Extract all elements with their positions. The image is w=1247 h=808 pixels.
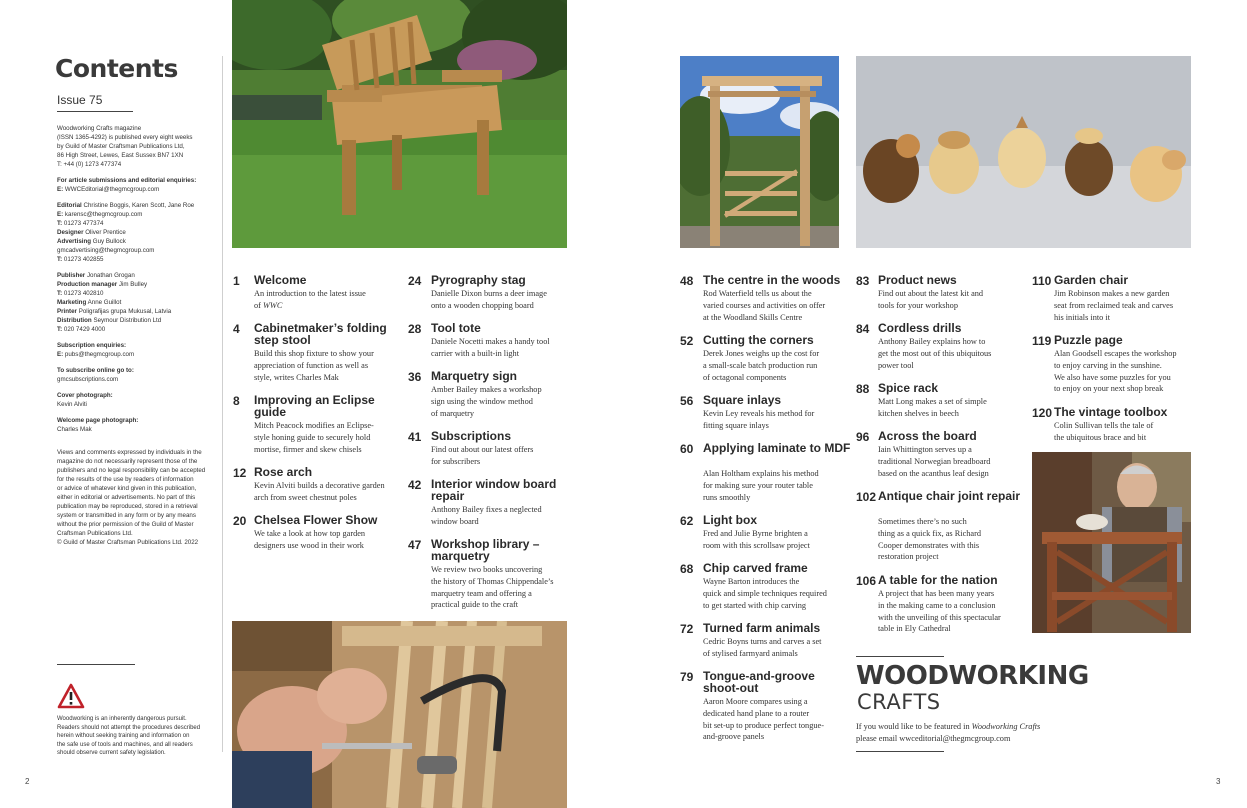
toc-description bbox=[703, 696, 824, 743]
feature-invite bbox=[856, 721, 1040, 744]
toc-description-line: We also have some puzzles for you bbox=[1054, 372, 1171, 382]
toc-description-line: fitting square inlays bbox=[703, 420, 769, 430]
masthead-line: Woodworking Crafts magazine bbox=[57, 125, 142, 132]
toc-description bbox=[703, 288, 825, 323]
toc-description-line: Daniele Nocetti makes a handy tool bbox=[431, 337, 550, 346]
toc-title: Product news bbox=[878, 273, 957, 287]
toc-description-line: to enjoy carving in the sunshine. bbox=[1054, 360, 1162, 370]
toc-description-line: in the making came to a conclusion bbox=[878, 600, 996, 610]
toc-description-line: the ubiquitous brace and bit bbox=[1054, 432, 1147, 442]
editorial-label: Editorial bbox=[57, 202, 82, 209]
subscribe-url: gmcsubscriptions.com bbox=[57, 376, 119, 383]
advertising-tel: 01273 402855 bbox=[63, 256, 104, 263]
masthead-line: T: +44 (0) 1273 477374 bbox=[57, 161, 122, 168]
toc-description-line: the history of Thomas Chippendale’s bbox=[431, 576, 554, 586]
toc-description bbox=[878, 288, 983, 312]
toc-description-line: Find out about the latest kit and bbox=[878, 289, 984, 298]
toc-description-line: Alan Goodsell escapes the workshop bbox=[1054, 349, 1177, 358]
toc-description bbox=[254, 288, 366, 312]
warning-line: Woodworking is an inherently dangerous pursuit. bbox=[57, 716, 187, 722]
brand-logo-top: WOODWORKING bbox=[856, 661, 1089, 691]
toc-description-line: Alan Holtham explains his method bbox=[703, 469, 819, 478]
toc-title: Cutting the corners bbox=[703, 333, 814, 347]
toc-page-number: 72 bbox=[680, 622, 694, 636]
toc-description-line: A project that has been many years bbox=[878, 589, 995, 598]
masthead-line: 86 High Street, Lewes, East Sussex BN7 1XN bbox=[57, 152, 184, 159]
toc-description-line: thing as a quick fix, as Richard bbox=[878, 528, 981, 538]
toc-description-line: onto a wooden chopping board bbox=[431, 300, 534, 310]
column-divider bbox=[222, 56, 223, 752]
toc-description-line: for subscribers bbox=[431, 456, 481, 466]
toc-description bbox=[431, 504, 542, 528]
toc-description-line: of marquetry bbox=[431, 408, 475, 418]
masthead-info bbox=[57, 124, 217, 554]
editorial-email: karensc@thegmcgroup.com bbox=[64, 211, 143, 218]
subscribe-label: To subscribe online go to: bbox=[57, 367, 134, 374]
toc-page-number: 12 bbox=[233, 466, 247, 480]
toc-description-line: at the Woodland Skills Centre bbox=[703, 312, 803, 322]
tel-label: T: bbox=[57, 256, 63, 263]
disclaimer-line: publishers and no legal responsibility can be accepted bbox=[57, 467, 206, 474]
disclaimer-line: Craftsman Publications Ltd. bbox=[57, 530, 133, 537]
toc-description bbox=[878, 588, 1001, 635]
welcome-photo-credit: Charles Mak bbox=[57, 426, 92, 433]
toc-title: Square inlays bbox=[703, 393, 782, 407]
toc-description bbox=[254, 348, 374, 383]
toc-description-line: style, writes Charles Mak bbox=[254, 372, 339, 382]
toc-description-line: Anthony Bailey fixes a neglected bbox=[431, 505, 542, 514]
toc-description-line: marquetry team and offering a bbox=[431, 588, 532, 598]
toc-description-line: with the unveiling of this spectacular bbox=[878, 612, 1001, 622]
toc-description-line: his initials into it bbox=[1054, 312, 1111, 322]
toc-description-line: An introduction to the latest issue bbox=[254, 289, 366, 298]
warning-icon bbox=[57, 683, 85, 709]
issue-number: Issue 75 bbox=[57, 93, 103, 107]
toc-description-line: style honing guide to securely hold bbox=[254, 432, 371, 442]
toc-page-number: 68 bbox=[680, 562, 694, 576]
toc-page-number: 20 bbox=[233, 514, 247, 528]
safety-warning bbox=[57, 715, 217, 758]
toc-title: Interior window board repair bbox=[431, 477, 557, 503]
toc-description-line: to enjoy on your next shop break bbox=[1054, 384, 1164, 394]
toc-description-line: varied courses and activities on offer bbox=[703, 300, 826, 310]
toc-title: Applying laminate to MDF bbox=[703, 441, 851, 455]
toc-description bbox=[703, 528, 810, 552]
toc-description-line: carrier with a built-in light bbox=[431, 348, 520, 358]
divider bbox=[856, 751, 944, 752]
toc-description-line: Iain Whittington serves up a bbox=[878, 445, 972, 454]
toc-description-line: Jim Robinson makes a new garden bbox=[1054, 289, 1170, 298]
disclaimer-line: without the prior permission of the Guild of Master bbox=[57, 521, 194, 528]
toc-description-line: power tool bbox=[878, 360, 914, 370]
toc-description bbox=[703, 468, 819, 503]
toc-description-line: dedicated hand plane to a router bbox=[703, 708, 810, 718]
distribution-tel: 020 7429 4000 bbox=[63, 326, 106, 333]
toc-description bbox=[878, 336, 991, 371]
toc-page-number: 47 bbox=[408, 538, 422, 552]
masthead-line: by Guild of Master Craftsman Publications Ltd, bbox=[57, 143, 185, 150]
editorial-names: Christine Boggis, Karen Scott, Jane Roe bbox=[83, 202, 195, 209]
toc-description-line: Anthony Bailey explains how to bbox=[878, 337, 986, 346]
disclaimer-line: either in editorial or advertisements. No part of this bbox=[57, 494, 196, 501]
toc-description-line: tools for your workshop bbox=[878, 300, 958, 310]
masthead-line: (ISSN 1365-4292) is published every eight weeks bbox=[57, 134, 193, 141]
warning-line: the safe use of tools and machines, and all readers bbox=[57, 741, 193, 748]
publisher-label: Publisher bbox=[57, 272, 86, 279]
toc-description-line: Cedric Boyns turns and carves a set bbox=[703, 637, 822, 646]
toc-page-number: 8 bbox=[233, 394, 240, 408]
toc-title: Tool tote bbox=[431, 321, 481, 335]
toc-title: Garden chair bbox=[1054, 273, 1129, 287]
article-enquiries-label: For article submissions and editorial enquiries: bbox=[57, 177, 197, 184]
warning-line: should observe current safety legislation. bbox=[57, 750, 166, 757]
toc-title: Improving an Eclipse guide bbox=[254, 393, 375, 419]
toc-description-line: Find out about our latest offers bbox=[431, 445, 534, 454]
toc-description-line: bit set-up to produce perfect tongue- bbox=[703, 720, 824, 730]
toc-title: Light box bbox=[703, 513, 757, 527]
toc-title: Cabinetmaker’s folding step stool bbox=[254, 321, 387, 347]
divider bbox=[57, 111, 133, 112]
toc-description bbox=[431, 444, 533, 468]
toc-title: Spice rack bbox=[878, 381, 939, 395]
toc-title: Chelsea Flower Show bbox=[254, 513, 378, 527]
copyright: © Guild of Master Craftsman Publications Ltd. 2022 bbox=[57, 539, 199, 546]
toc-page-number: 110 bbox=[1032, 274, 1052, 288]
toc-description bbox=[254, 420, 374, 455]
toc-description-line: We take a look at how top garden bbox=[254, 529, 366, 538]
toc-description-line: We review two books uncovering bbox=[431, 565, 543, 574]
feature-prefix: If you would like to be featured in bbox=[856, 722, 970, 731]
tel-label: T: bbox=[57, 326, 63, 333]
toc-description-line: kitchen shelves in beech bbox=[878, 408, 959, 418]
garden-chair-photo bbox=[232, 0, 567, 248]
toc-page-number: 36 bbox=[408, 370, 422, 384]
printer-label: Printer bbox=[57, 308, 77, 315]
toc-description bbox=[431, 288, 547, 312]
toc-description bbox=[703, 636, 821, 660]
toc-description-line: Matt Long makes a set of simple bbox=[878, 397, 987, 406]
tel-label: T: bbox=[57, 290, 63, 297]
toc-title: The vintage toolbox bbox=[1054, 405, 1168, 419]
toc-description-line: Mitch Peacock modifies an Eclipse- bbox=[254, 421, 374, 430]
toc-description-line: window board bbox=[431, 516, 479, 526]
toc-title: Cordless drills bbox=[878, 321, 962, 335]
toc-description-line: Aaron Moore compares using a bbox=[703, 697, 808, 706]
toc-page-number: 83 bbox=[856, 274, 870, 288]
printer-name: Poligrafijas grupa Mukusal, Latvia bbox=[78, 308, 172, 315]
warning-line: herein without seeking training and information on bbox=[57, 733, 190, 740]
toc-description bbox=[254, 528, 365, 552]
divider bbox=[57, 664, 135, 665]
toc-description bbox=[1054, 288, 1173, 323]
toc-page-number: 48 bbox=[680, 274, 694, 288]
cover-photo-credit: Kevin Alviti bbox=[57, 401, 87, 408]
toc-description-line: of WWC bbox=[254, 300, 283, 310]
disclaimer-line: Views and comments expressed by individuals in the bbox=[57, 449, 202, 456]
welcome-photo-label: Welcome page photograph: bbox=[57, 417, 139, 424]
production-label: Production manager bbox=[57, 281, 118, 288]
toc-description bbox=[431, 564, 553, 611]
toc-page-number: 79 bbox=[680, 670, 694, 684]
toc-description-line: Amber Bailey makes a workshop bbox=[431, 385, 542, 394]
toc-title: Puzzle page bbox=[1054, 333, 1123, 347]
toc-title: Antique chair joint repair bbox=[878, 489, 1021, 503]
toc-description-line: based on the acanthus leaf design bbox=[878, 468, 989, 478]
advertising-email: gmcadvertising@thegmcgroup.com bbox=[57, 247, 155, 254]
marketing-label: Marketing bbox=[57, 299, 87, 306]
toc-page-number: 120 bbox=[1032, 406, 1053, 420]
toc-description-line: seat from reclaimed teak and carves bbox=[1054, 300, 1174, 310]
toc-title: A table for the nation bbox=[878, 573, 998, 587]
toc-description-line: Colin Sullivan tells the tale of bbox=[1054, 421, 1154, 430]
advertising-label: Advertising bbox=[57, 238, 92, 245]
toc-page-number: 4 bbox=[233, 322, 240, 336]
disclaimer-line: publication may be reproduced, stored in a retrieval bbox=[57, 503, 198, 510]
toc-description bbox=[703, 408, 814, 432]
email-label: E: bbox=[57, 186, 64, 193]
toc-description-line: table in Ely Cathedral bbox=[878, 624, 951, 634]
toc-description-line: sign using the window method bbox=[431, 396, 533, 406]
feature-magazine: Woodworking Crafts bbox=[971, 722, 1041, 731]
toc-description bbox=[878, 396, 987, 420]
toc-description bbox=[878, 516, 981, 563]
toc-page-number: 102 bbox=[856, 490, 877, 504]
toc-description-line: Cooper demonstrates with this bbox=[878, 540, 980, 550]
production-tel: 01273 402810 bbox=[63, 290, 104, 297]
toc-description-line: traditional Norwegian breadboard bbox=[878, 456, 991, 466]
toc-title: Welcome bbox=[254, 273, 307, 287]
page-number-right: 3 bbox=[1216, 777, 1221, 786]
toc-description-line: of octagonal components bbox=[703, 372, 787, 382]
toc-description-line: Kevin Alviti builds a decorative garden bbox=[254, 481, 385, 490]
toc-title: Chip carved frame bbox=[703, 561, 808, 575]
marketing-name: Anne Guillot bbox=[87, 299, 122, 306]
tel-label: T: bbox=[57, 220, 63, 227]
toc-page-number: 96 bbox=[856, 430, 870, 444]
subs-email: pubs@thegmcgroup.com bbox=[64, 351, 135, 358]
subs-enquiries-label: Subscription enquiries: bbox=[57, 342, 127, 349]
publisher-name: Jonathan Grogan bbox=[86, 272, 135, 279]
toc-description-line: quick and simple techniques required bbox=[703, 588, 827, 598]
toc-description bbox=[703, 576, 827, 611]
toc-description-line: restoration project bbox=[878, 552, 939, 562]
disclaimer-line: for the results of the use by readers of information bbox=[57, 476, 194, 483]
toc-description-line: Kevin Ley reveals his method for bbox=[703, 409, 815, 418]
toc-description-line: a small-scale batch production run bbox=[703, 360, 818, 370]
distribution-label: Distribution bbox=[57, 317, 92, 324]
production-name: Jim Bulley bbox=[118, 281, 148, 288]
toc-page-number: 56 bbox=[680, 394, 694, 408]
divider bbox=[856, 656, 944, 657]
toc-description-line: Build this shop fixture to show your bbox=[254, 349, 374, 358]
email-label: E: bbox=[57, 351, 64, 358]
workshop-hands-photo bbox=[232, 621, 567, 808]
warning-line: Readers should not attempt the procedures described bbox=[57, 724, 201, 731]
toc-description bbox=[703, 348, 819, 383]
toc-description-line: practical guide to the craft bbox=[431, 600, 519, 610]
toc-description-line: Sometimes there’s no such bbox=[878, 517, 967, 526]
toc-description-line: Derek Jones weighs up the cost for bbox=[703, 349, 820, 358]
designer-name: Oliver Prentice bbox=[85, 229, 126, 236]
toc-title: The centre in the woods bbox=[703, 273, 841, 287]
toc-description-line: of stylised farmyard animals bbox=[703, 648, 798, 658]
toc-description-line: for making sure your router table bbox=[703, 480, 813, 490]
toc-page-number: 24 bbox=[408, 274, 422, 288]
toc-page-number: 62 bbox=[680, 514, 694, 528]
toc-description bbox=[1054, 420, 1153, 444]
page-number-left: 2 bbox=[25, 777, 30, 786]
toc-description-line: Danielle Dixon burns a deer image bbox=[431, 289, 547, 298]
toc-page-number: 88 bbox=[856, 382, 870, 396]
toc-title: Across the board bbox=[878, 429, 977, 443]
advertising-name: Guy Bullock bbox=[92, 238, 126, 245]
toc-page-number: 42 bbox=[408, 478, 422, 492]
disclaimer-line: or advice of whatever kind given in this publication, bbox=[57, 485, 197, 492]
toc-description-line: get the most out of this ubiquitous bbox=[878, 348, 992, 358]
toc-description-line: room with this scrollsaw project bbox=[703, 540, 810, 550]
rose-arch-photo bbox=[680, 56, 839, 248]
toc-description-line: to get started with chip carving bbox=[703, 600, 806, 610]
designer-label: Designer bbox=[57, 229, 84, 236]
toc-description bbox=[878, 444, 990, 479]
carver-photo bbox=[1032, 452, 1191, 633]
article-email: WWCEditorial@thegmcgroup.com bbox=[64, 186, 160, 193]
toc-page-number: 106 bbox=[856, 574, 877, 588]
toc-page-number: 119 bbox=[1032, 334, 1052, 348]
toc-description-line: designers use wood in their work bbox=[254, 540, 364, 550]
toc-title: Pyrography stag bbox=[431, 273, 526, 287]
toc-title: Rose arch bbox=[254, 465, 313, 479]
toc-description bbox=[254, 480, 385, 504]
toc-description-line: runs smoothly bbox=[703, 492, 751, 502]
toc-title: Tongue-and-groove shoot-out bbox=[703, 669, 815, 695]
distribution-name: Seymour Distribution Ltd bbox=[93, 317, 162, 324]
toc-description-line: Fred and Julie Byrne brighten a bbox=[703, 529, 808, 538]
cover-photo-label: Cover photograph: bbox=[57, 392, 113, 399]
toc-title: Turned farm animals bbox=[703, 621, 821, 635]
disclaimer-line: system or transmitted in any form or by any means bbox=[57, 512, 196, 519]
feature-email-line: please email wwceditorial@thegmcgroup.com bbox=[856, 733, 1011, 743]
toc-page-number: 84 bbox=[856, 322, 870, 336]
toc-description-line: mortise, firmer and skew chisels bbox=[254, 444, 362, 454]
toc-description bbox=[431, 336, 550, 360]
page-title: Contents bbox=[55, 54, 178, 83]
toc-description-line: Rod Waterfield tells us about the bbox=[703, 289, 812, 298]
toc-page-number: 60 bbox=[680, 442, 694, 456]
toc-title: Subscriptions bbox=[431, 429, 512, 443]
disclaimer-line: magazine do not necessarily represent those of the bbox=[57, 458, 198, 465]
toc-description-line: appreciation of function as well as bbox=[254, 360, 369, 370]
toc-page-number: 1 bbox=[233, 274, 240, 288]
toc-page-number: 28 bbox=[408, 322, 422, 336]
toc-description-line: and-groove panels bbox=[703, 732, 765, 742]
toc-description-line: Wayne Barton introduces the bbox=[703, 577, 800, 586]
toc-page-number: 41 bbox=[408, 430, 422, 444]
toc-description-line: arch from sweet chestnut poles bbox=[254, 492, 357, 502]
brand-logo-bottom: CRAFTS bbox=[857, 690, 941, 714]
editorial-tel: 01273 477374 bbox=[63, 220, 104, 227]
toc-description bbox=[431, 384, 542, 419]
email-label: E: bbox=[57, 211, 64, 218]
toc-description bbox=[1054, 348, 1177, 395]
toc-page-number: 52 bbox=[680, 334, 694, 348]
turned-animals-photo bbox=[856, 56, 1191, 248]
toc-title: Marquetry sign bbox=[431, 369, 518, 383]
toc-title: Workshop library – marquetry bbox=[431, 537, 540, 563]
